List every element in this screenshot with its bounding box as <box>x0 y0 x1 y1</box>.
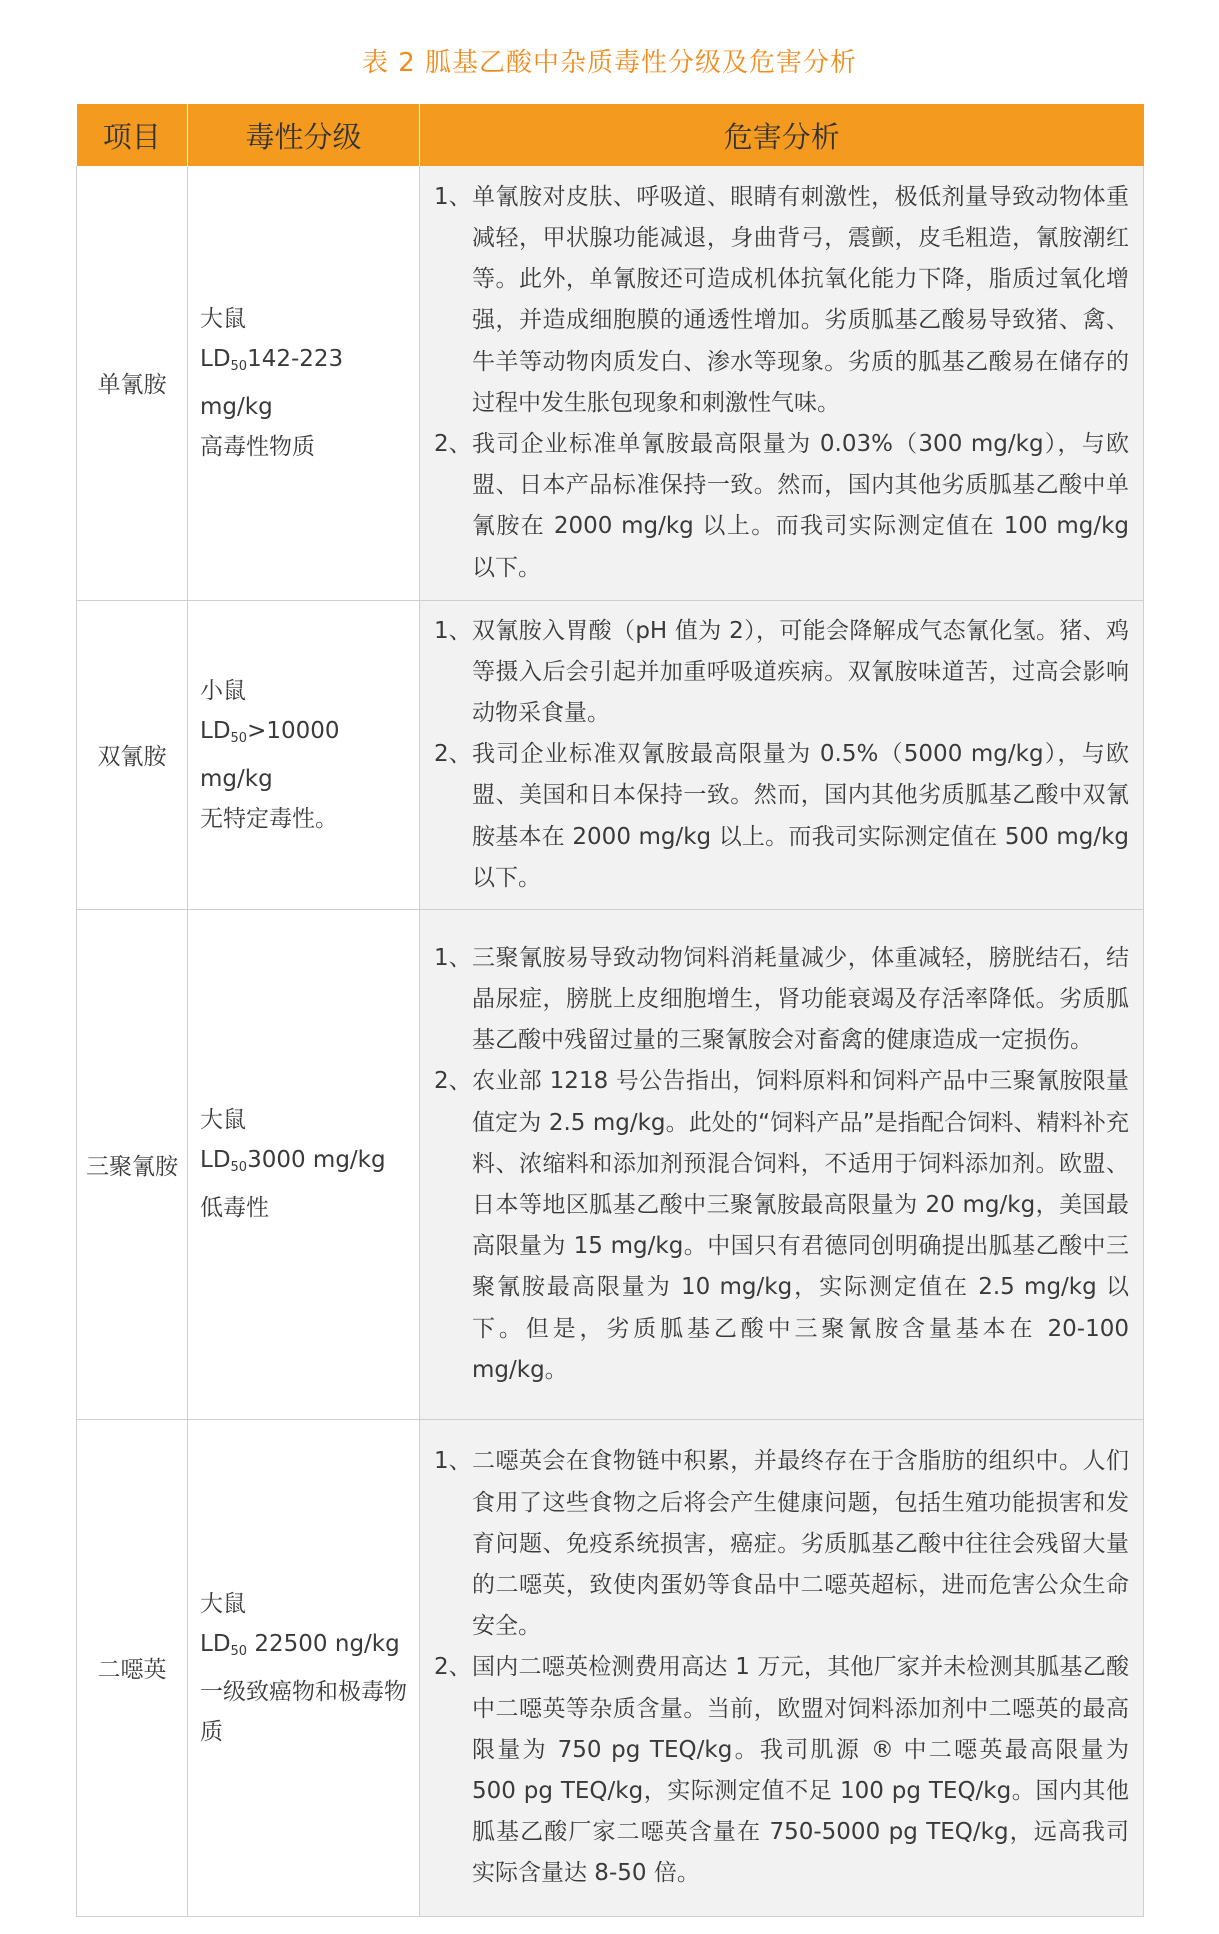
harm-analysis <box>420 1419 1144 1916</box>
grade-ld50: $LD_{50}3000$ mg/kg <box>200 1147 386 1176</box>
grade-desc: 一级致癌物和极毒物质 <box>200 1678 407 1745</box>
toxicity-grade <box>188 166 420 600</box>
harm-paragraph: 1、 单氰胺对皮肤、呼吸道、眼睛有刺激性，极低剂量导致动物体重减轻，甲状腺功能减退，身曲背弓，震颤，皮毛粗造，氰胺潮红等。此外，单氰胺还可造成机体抗氧化能力下降，脂质过氧化增强，并造成细胞膜的通透性增加。劣质胍基乙酸易导致猪、禽、牛羊等动物肉质发白、渗水等现象。劣质的胍基乙酸易在储存的过程中发生胀包现象和刺激性气味。 <box>434 183 1129 416</box>
grade-species: 小鼠 <box>200 677 246 704</box>
table-row <box>77 1419 1144 1916</box>
table-title: 表 2 胍基乙酸中杂质毒性分级及危害分析 <box>361 48 858 78</box>
harm-paragraph: 1、 二噁英会在食物链中积累，并最终存在于含脂肪的组织中。人们食用了这些食物之后将会产生健康问题，包括生殖功能损害和发育问题、免疫系统损害，癌症。劣质胍基乙酸中往往会残留大量的二噁英，致使肉蛋奶等食品中二噁英超标，进而危害公众生命安全。 <box>434 1448 1129 1640</box>
grade-species: 大鼠 <box>200 1107 246 1134</box>
toxicity-grade <box>188 1419 420 1916</box>
toxicity-grade <box>188 600 420 909</box>
item-name: 单氰胺 <box>77 166 188 600</box>
item-name: 双氰胺 <box>77 600 188 909</box>
toxicity-table <box>76 104 1144 1917</box>
harm-paragraph: 2、 农业部 1218 号公告指出，饲料原料和饲料产品中三聚氰胺限量值定为 2.5 mg/kg。此处的“饲料产品”是指配合饲料、精料补充料、浓缩料和添加剂预混合饲料，不适用于饲料添加剂。欧盟、日本等地区胍基乙酸中三聚氰胺最高限量为 20 mg/kg，美国最高限量为 15 mg/kg。中国只有君德同创明确提出胍基乙酸中三聚氰胺最高限量为 10 mg/kg，实际测定值在 2.5 mg/kg 以下。但是，劣质胍基乙酸中三聚氰胺含量基本在 20-100 mg/kg。 <box>434 1068 1129 1383</box>
grade-species: 大鼠 <box>200 1590 246 1617</box>
table-header-row <box>77 104 1144 166</box>
harm-paragraph: 1、 三聚氰胺易导致动物饲料消耗量减少，体重减轻，膀胱结石，结晶尿症，膀胱上皮细胞增生，肾功能衰竭及存活率降低。劣质胍基乙酸中残留过量的三聚氰胺会对畜禽的健康造成一定损伤。 <box>434 944 1129 1054</box>
grade-ld50: $LD_{50}>10000$ mg/kg <box>200 717 340 792</box>
item-name: 二噁英 <box>77 1419 188 1916</box>
grade-ld50: $LD_{50}142-223$ mg/kg <box>200 345 344 420</box>
table-row <box>77 166 1144 600</box>
grade-species: 大鼠 <box>200 305 246 332</box>
harm-analysis <box>420 600 1144 909</box>
header-item: 项目 <box>77 104 188 166</box>
harm-paragraph: 2、 我司企业标准单氰胺最高限量为 0.03%（300 mg/kg），与欧盟、日本产品标准保持一致。然而，国内其他劣质胍基乙酸中单氰胺在 2000 mg/kg 以上。而我司实际测定值在 100 mg/kg 以下。 <box>434 430 1129 581</box>
toxicity-grade <box>188 909 420 1419</box>
table-row <box>77 600 1144 909</box>
grade-desc: 无特定毒性。 <box>200 805 338 832</box>
header-grade: 毒性分级 <box>188 104 420 166</box>
harm-analysis <box>420 166 1144 600</box>
table-row <box>77 909 1144 1419</box>
grade-desc: 低毒性 <box>200 1195 269 1222</box>
header-harm: 危害分析 <box>420 104 1144 166</box>
item-name: 三聚氰胺 <box>77 909 188 1419</box>
harm-analysis <box>420 909 1144 1419</box>
harm-paragraph: 2、 我司企业标准双氰胺最高限量为 0.5%（5000 mg/kg），与欧盟、美国和日本保持一致。然而，国内其他劣质胍基乙酸中双氰胺基本在 2000 mg/kg 以上。而我司实际测定值在 500 mg/kg 以下。 <box>434 741 1129 891</box>
harm-paragraph: 1、 双氰胺入胃酸（pH 值为 2），可能会降解成气态氰化氢。猪、鸡等摄入后会引起并加重呼吸道疾病。双氰胺味道苦，过高会影响动物采食量。 <box>434 617 1129 726</box>
grade-desc: 高毒性物质 <box>200 433 315 460</box>
grade-ld50: $LD_{50}$ 22500 ng/kg <box>200 1630 400 1659</box>
harm-paragraph: 2、 国内二噁英检测费用高达 1 万元，其他厂家并未检测其胍基乙酸中二噁英等杂质含量。当前，欧盟对饲料添加剂中二噁英的最高限量为 750 pg TEQ/kg。我司肌源 ® 中二噁英最高限量为 500 pg TEQ/kg，实际测定值不足 100 pg TEQ/kg。国内其他胍基乙酸厂家二噁英含量在 750-5000 pg TEQ/kg，远高我司实际含量达 8-50 倍。 <box>434 1654 1129 1887</box>
